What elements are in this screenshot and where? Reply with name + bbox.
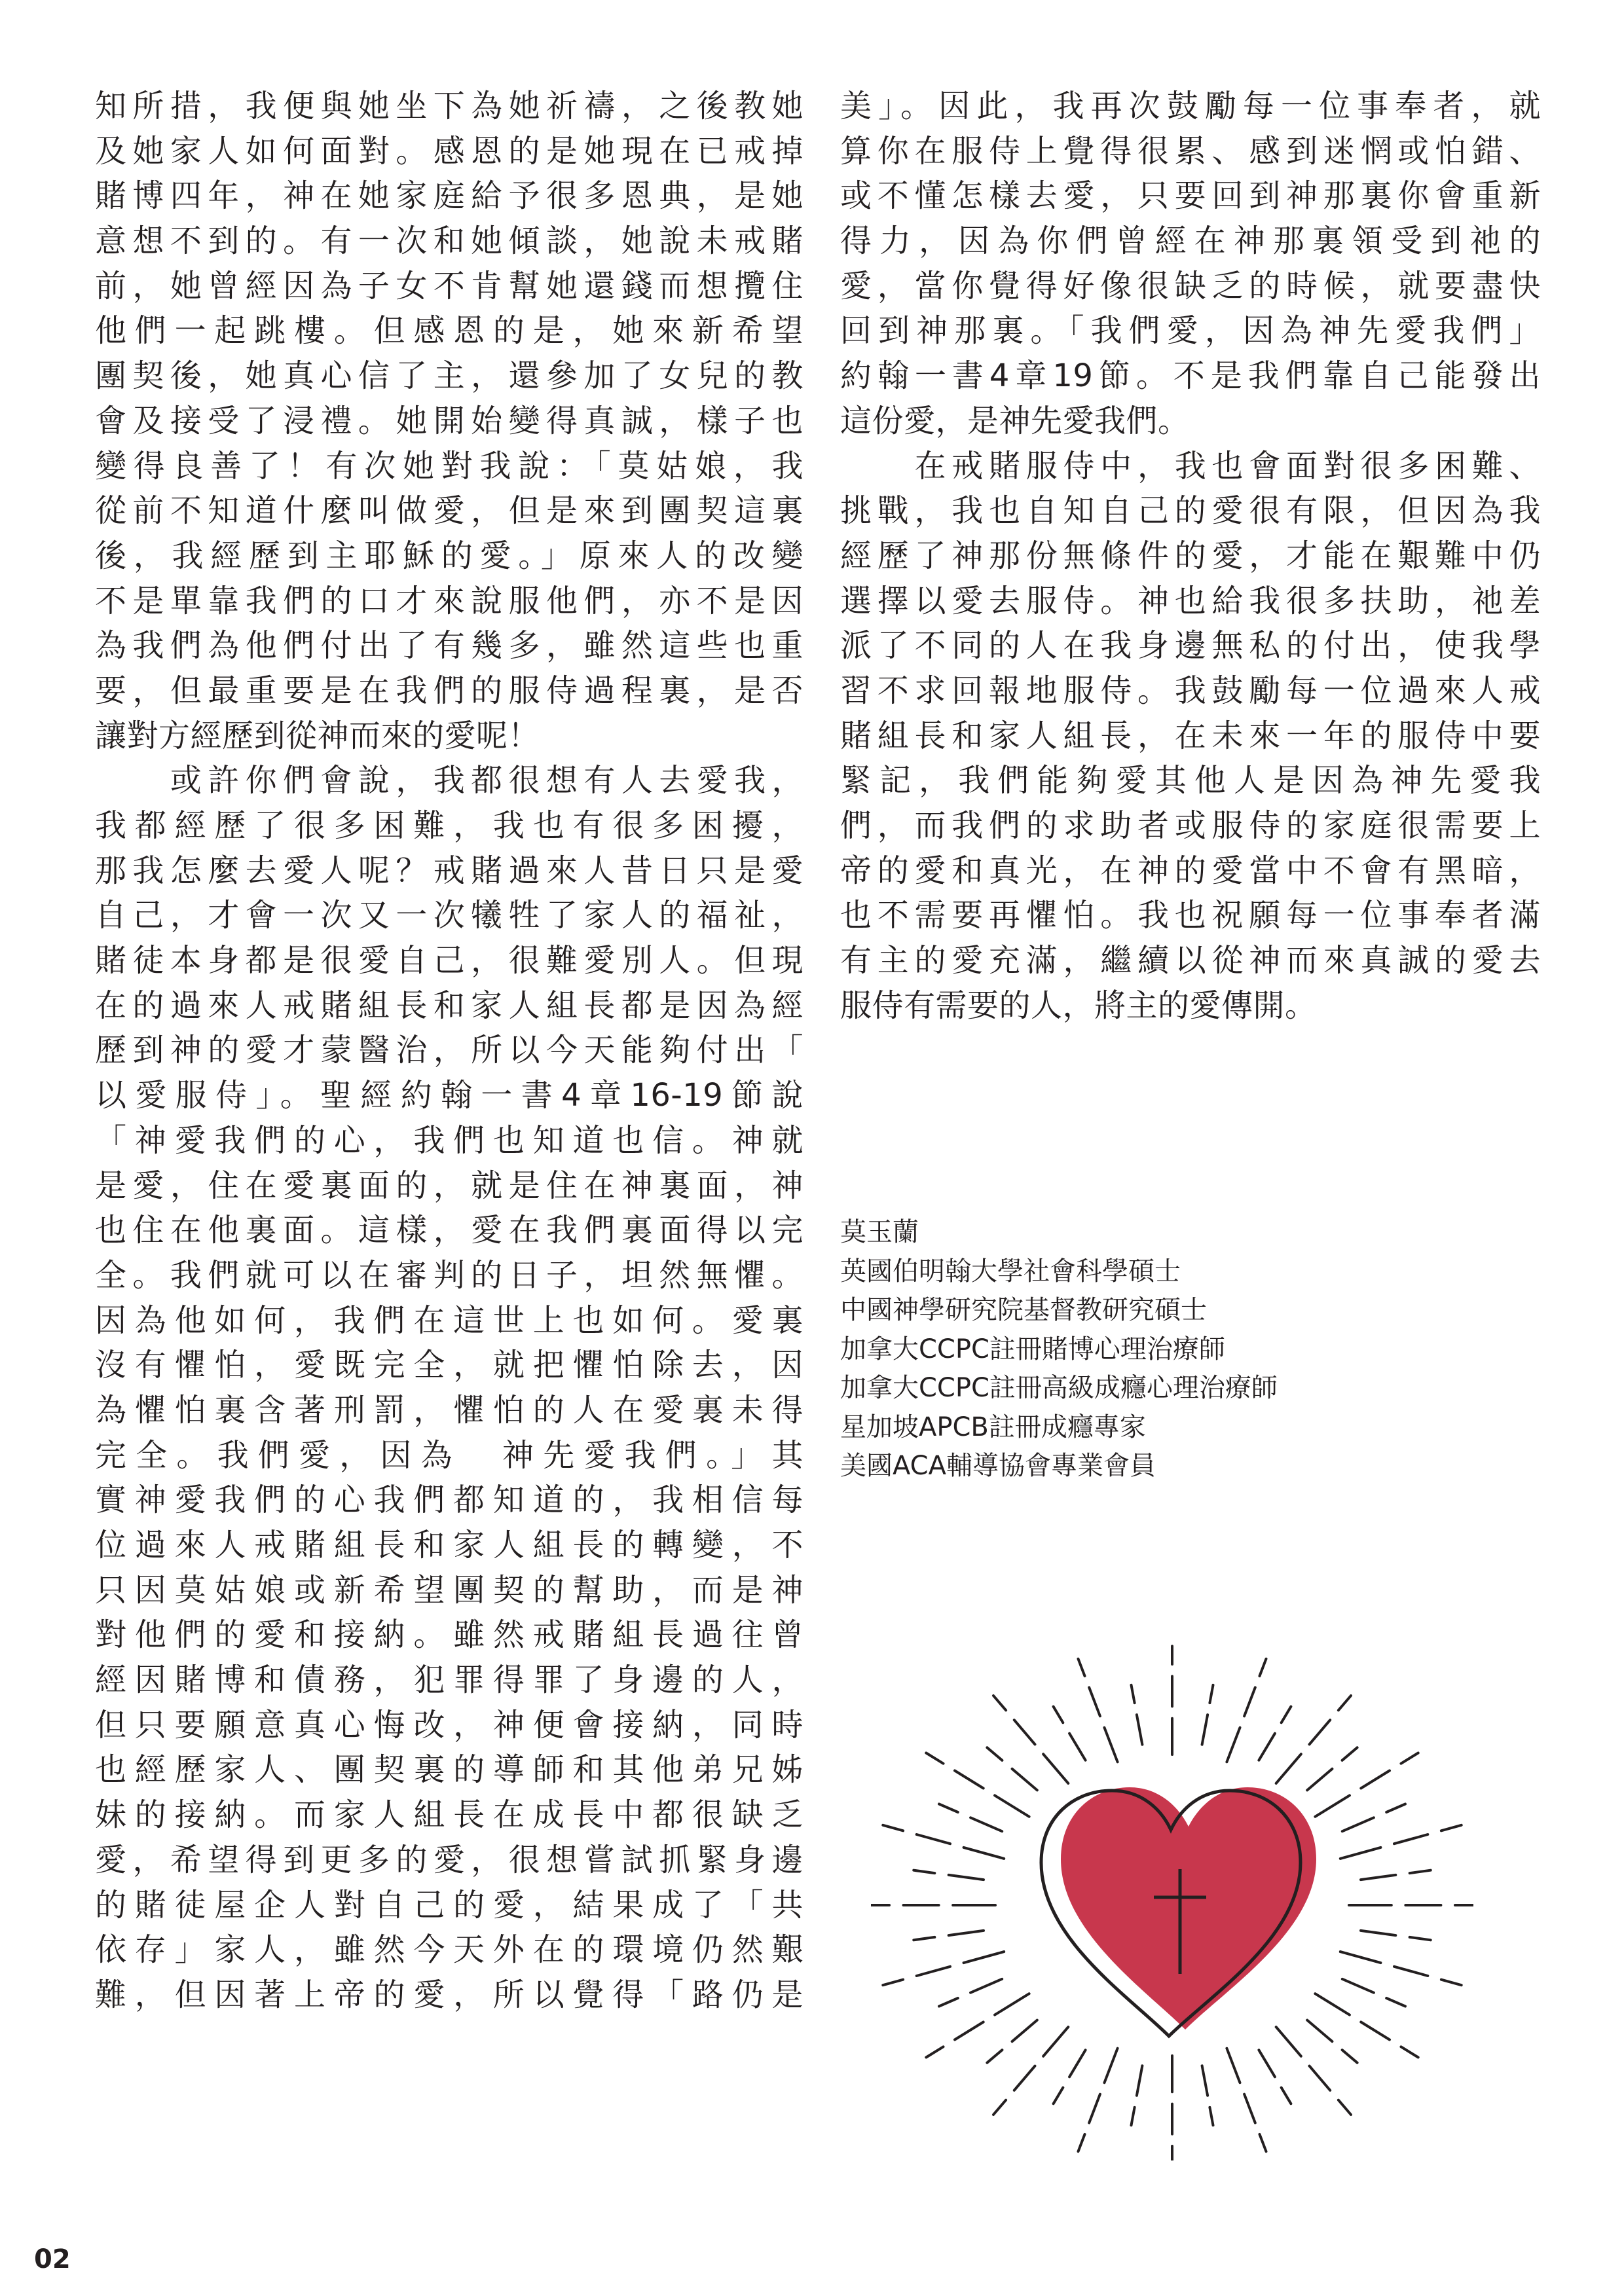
text-line: 實神愛我們的心我們都知道的，我相信每 — [95, 1482, 803, 1519]
ray-dash — [1079, 1659, 1085, 1676]
ray-dash — [1259, 1734, 1275, 1760]
ray-dash — [995, 1795, 1029, 1816]
text-line: 算你在服侍上覺得很累、感到迷惘或怕錯、 — [840, 132, 1541, 170]
ray-dash — [1202, 1715, 1208, 1745]
author-credential: 星加坡APCB註冊成癮專家 — [840, 1412, 1146, 1442]
ray-dash — [964, 1952, 1005, 1963]
text-line: 為懼怕裏含著刑罰，懼怕的人在愛裏未得 — [95, 1391, 803, 1429]
ray-dash — [1361, 1931, 1395, 1935]
text-line: 帝的愛和真光，在神的愛當中不會有黑暗， — [840, 852, 1541, 889]
text-line: 回到神那裏。「我們愛，因為神先愛我們」 — [840, 312, 1541, 350]
author-name: 莫玉蘭 — [840, 1217, 919, 1247]
text-line: 後，我經歷到主耶穌的愛。」原來人的改變 — [95, 537, 803, 574]
author-credential: 英國伯明翰大學社會科學碩士 — [840, 1256, 1181, 1286]
ray-dash — [1307, 1769, 1332, 1791]
ray-dash — [917, 1834, 950, 1844]
ray-dash — [913, 1937, 934, 1940]
author-credential: 美國ACA輔導協會專業會員 — [840, 1451, 1156, 1481]
ray-dash — [1089, 1688, 1100, 1717]
ray-dash — [1043, 2027, 1068, 2056]
text-line: 服侍有需要的人，將主的愛傳開。 — [840, 987, 1317, 1024]
ray-dash — [1361, 1771, 1390, 1789]
ray-dash — [913, 1870, 934, 1873]
ray-dash — [926, 1753, 943, 1764]
text-line: 他們一起跳樓。但感恩的是，她來新希望 — [95, 312, 803, 350]
ray-dash — [1014, 2066, 1035, 2090]
text-line: 或許你們會說，我都很想有人去愛我， — [95, 762, 803, 799]
ray-dash — [1342, 2050, 1357, 2063]
text-line: 美」。因此，我再次鼓勵每一位事奉者，就 — [840, 88, 1541, 124]
text-line: 們，而我們的求助者或服侍的家庭很需要上 — [840, 807, 1541, 844]
text-line: 是愛，住在愛裏面的，就是住在神裏面，神 — [95, 1167, 803, 1204]
ray-dash — [1054, 1707, 1063, 1723]
ray-dash — [1342, 1979, 1374, 1993]
ray-dash — [926, 2047, 943, 2057]
ray-dash — [1137, 2066, 1143, 2096]
ray-dash — [1259, 2050, 1275, 2077]
text-line: 讓對方經歷到從神而來的愛呢！ — [95, 717, 540, 754]
text-line: 選擇以愛去服侍。神也給我很多扶助，祂差 — [840, 582, 1541, 619]
text-line: 前，她曾經因為子女不肯幫她還錢而想攬住 — [95, 267, 803, 304]
text-line: 也不需要再懼怕。我也祝願每一位事奉者滿 — [840, 897, 1541, 934]
ray-dash — [1340, 1952, 1381, 1963]
ray-dash — [1338, 1696, 1351, 1710]
ray-dash — [1342, 1747, 1357, 1760]
ray-dash — [1276, 1754, 1301, 1783]
ray-dash — [1069, 2050, 1086, 2077]
text-line: 因為他如何，我們在這世上也如何。愛裏 — [95, 1302, 803, 1339]
author-credential: 中國神學研究院基督教研究碩士 — [840, 1295, 1207, 1325]
ray-dash — [1310, 2066, 1331, 2090]
ray-dash — [1307, 2020, 1332, 2042]
ray-dash — [1386, 1804, 1405, 1813]
ray-dash — [955, 1771, 984, 1789]
text-line: 依存」家人，雖然今天外在的環境仍然艱 — [95, 1931, 803, 1969]
ray-dash — [1043, 1754, 1068, 1783]
text-line: 位過來人戒賭組長和家人組長的轉變，不 — [95, 1527, 803, 1563]
text-line: 在的過來人戒賭組長和家人組長都是因為經 — [95, 987, 803, 1024]
ray-dash — [1310, 1720, 1331, 1744]
ray-dash — [1105, 1728, 1118, 1762]
ray-dash — [1441, 1980, 1462, 1986]
ray-dash — [1012, 1769, 1037, 1791]
text-line: 及她家人如何面對。感恩的是她現在已戒掉 — [95, 132, 803, 170]
ray-dash — [987, 1747, 1002, 1760]
text-line: 但只要願意真心悔改，神便會接納，同時 — [95, 1706, 803, 1743]
ray-dash — [1342, 1817, 1374, 1831]
article-column-left — [95, 84, 803, 2018]
text-line: 習不求回報地服侍。我鼓勵每一位過來人戒 — [840, 672, 1541, 709]
ray-dash — [1209, 2107, 1213, 2125]
text-line: 得力，因為你們曾經在神那裏領受到祂的 — [840, 223, 1541, 260]
text-line: 只因莫姑娘或新希望團契的幫助，而是神 — [95, 1571, 803, 1609]
text-line: 為我們為他們付出了有幾多，雖然這些也重 — [95, 627, 803, 665]
ray-dash — [1054, 2088, 1063, 2104]
text-line: 緊記，我們能夠愛其他人是因為神先愛我 — [840, 762, 1541, 799]
ray-dash — [1276, 2027, 1301, 2056]
ray-dash — [1069, 1734, 1086, 1760]
text-line: 這份愛，是神先愛我們。 — [840, 402, 1190, 439]
ray-dash — [1132, 1685, 1135, 1703]
text-line: 有主的愛充滿，繼續以從神而來真誠的愛去 — [840, 942, 1541, 979]
ray-dash — [883, 1980, 903, 1986]
ray-dash — [1227, 2049, 1240, 2083]
text-line: 或不懂怎樣去愛，只要回到神那裏你會重新 — [840, 177, 1541, 215]
ray-dash — [1089, 2094, 1100, 2123]
ray-dash — [1209, 1685, 1213, 1703]
ray-dash — [1014, 1720, 1035, 1744]
text-line: 賭組長和家人組長，在未來一年的服侍中要 — [840, 717, 1541, 754]
author-block — [840, 1213, 1560, 1486]
ray-dash — [1132, 2107, 1135, 2125]
text-line: 挑戰，我也自知自己的愛很有限，但因為我 — [840, 492, 1541, 530]
ray-dash — [1315, 1795, 1349, 1816]
text-line: 變得良善了！有次她對我說：「莫姑娘，我 — [95, 447, 803, 484]
ray-dash — [995, 1994, 1029, 2014]
ray-dash — [1282, 1707, 1291, 1723]
ray-dash — [917, 1967, 950, 1976]
text-line: 難，但因著上帝的愛，所以覺得「路仍是 — [95, 1976, 803, 2013]
text-line: 妹的接納。而家人組長在成長中都很缺乏 — [95, 1796, 803, 1834]
text-line: 「神愛我們的心，我們也知道也信。神就 — [95, 1121, 803, 1159]
text-line: 完全。我們愛，因為 神先愛我們。」其 — [95, 1436, 803, 1474]
text-line: 自己，才會一次又一次犧牲了家人的福祉， — [95, 897, 803, 934]
text-line: 不是單靠我們的口才來說服他們，亦不是因 — [95, 582, 803, 619]
text-line: 派了不同的人在我身邊無私的付出，使我學 — [840, 627, 1541, 665]
ray-dash — [1137, 1715, 1143, 1745]
ray-dash — [1227, 1728, 1240, 1762]
ray-dash — [1441, 1825, 1462, 1831]
ray-dash — [1079, 2134, 1085, 2151]
ray-dash — [993, 2100, 1006, 2115]
text-line: 賭博四年，神在她家庭給予很多恩典，是她 — [95, 177, 803, 215]
ray-dash — [939, 1804, 958, 1813]
text-line: 要，但最重要是在我們的服侍過程裏，是否 — [95, 672, 803, 709]
ray-dash — [1394, 1834, 1428, 1844]
text-line: 團契後，她真心信了主，還參加了女兒的教 — [95, 357, 803, 395]
ray-dash — [1401, 1753, 1418, 1764]
ray-dash — [1282, 2088, 1291, 2104]
text-line: 對他們的愛和接納。雖然戒賭組長過往曾 — [95, 1616, 803, 1654]
text-line: 在戒賭服侍中，我也會面對很多困難、 — [840, 447, 1541, 484]
article-column-right — [840, 84, 1541, 1028]
text-line: 從前不知道什麼叫做愛，但是來到團契這裏 — [95, 492, 803, 530]
text-line: 歷到神的愛才蒙醫治，所以今天能夠付出「 — [95, 1032, 803, 1069]
ray-dash — [1401, 2047, 1418, 2057]
ray-dash — [1012, 2020, 1037, 2042]
text-line: 約翰一書4章19節。不是我們靠自己能發出 — [840, 357, 1541, 395]
ray-dash — [1386, 1998, 1405, 2007]
text-line: 經歷了神那份無條件的愛，才能在艱難中仍 — [840, 537, 1541, 574]
heart-with-cross-icon — [871, 1624, 1473, 2160]
text-line: 我都經歷了很多困難，我也有很多困擾， — [95, 807, 803, 844]
text-line: 經因賭博和債務，犯罪得罪了身邊的人， — [95, 1662, 803, 1699]
text-line: 以愛服侍」。聖經約翰一書4章16-19節說 — [95, 1077, 803, 1114]
ray-dash — [883, 1825, 903, 1831]
ray-dash — [1340, 1848, 1381, 1859]
text-line: 也經歷家人、團契裏的導師和其他弟兄姊 — [95, 1751, 803, 1789]
text-line: 愛，希望得到更多的愛，很想嘗試抓緊身邊 — [95, 1841, 803, 1878]
text-line: 愛，當你覺得好像很缺乏的時候，就要盡快 — [840, 267, 1541, 304]
ray-dash — [970, 1979, 1002, 1993]
ray-dash — [1105, 2049, 1118, 2083]
ray-dash — [1338, 2100, 1351, 2115]
ray-dash — [993, 1696, 1006, 1710]
ray-dash — [1394, 1967, 1428, 1976]
text-line: 意想不到的。有一次和她傾談，她說未戒賭 — [95, 223, 803, 260]
text-line: 的賭徒屋企人對自己的愛，結果成了「共 — [95, 1886, 803, 1923]
author-credential: 加拿大CCPC註冊高級成癮心理治療師 — [840, 1373, 1278, 1403]
text-line: 那我怎麼去愛人呢？戒賭過來人昔日只是愛 — [95, 852, 803, 889]
ray-dash — [1315, 1994, 1349, 2014]
heart-fill — [1061, 1787, 1316, 2030]
text-line: 也住在他裏面。這樣，愛在我們裏面得以完 — [95, 1212, 803, 1249]
ray-dash — [1202, 2066, 1208, 2096]
ray-dash — [964, 1848, 1005, 1859]
ray-dash — [1260, 1659, 1266, 1676]
ray-dash — [987, 2050, 1002, 2063]
ray-dash — [970, 1817, 1002, 1831]
ray-dash — [1244, 1688, 1255, 1717]
ray-dash — [1410, 1937, 1431, 1940]
ray-dash — [1361, 1875, 1395, 1880]
author-credential: 加拿大CCPC註冊賭博心理治療師 — [840, 1334, 1225, 1364]
text-line: 會及接受了浸禮。她開始變得真誠，樣子也 — [95, 402, 803, 439]
text-line: 賭徒本身都是很愛自己，很難愛別人。但現 — [95, 942, 803, 979]
text-line: 全。我們就可以在審判的日子，坦然無懼。 — [95, 1256, 803, 1294]
page-number: 02 — [34, 2244, 71, 2274]
ray-dash — [949, 1931, 984, 1935]
ray-dash — [1260, 2134, 1266, 2151]
ray-dash — [939, 1998, 958, 2007]
ray-dash — [1410, 1870, 1431, 1873]
text-line: 沒有懼怕，愛既完全，就把懼怕除去，因 — [95, 1347, 803, 1384]
ray-dash — [1361, 2022, 1390, 2040]
ray-dash — [1244, 2094, 1255, 2123]
text-line: 知所措，我便與她坐下為她祈禱，之後教她 — [95, 88, 803, 124]
ray-dash — [949, 1875, 984, 1880]
ray-dash — [955, 2022, 984, 2040]
